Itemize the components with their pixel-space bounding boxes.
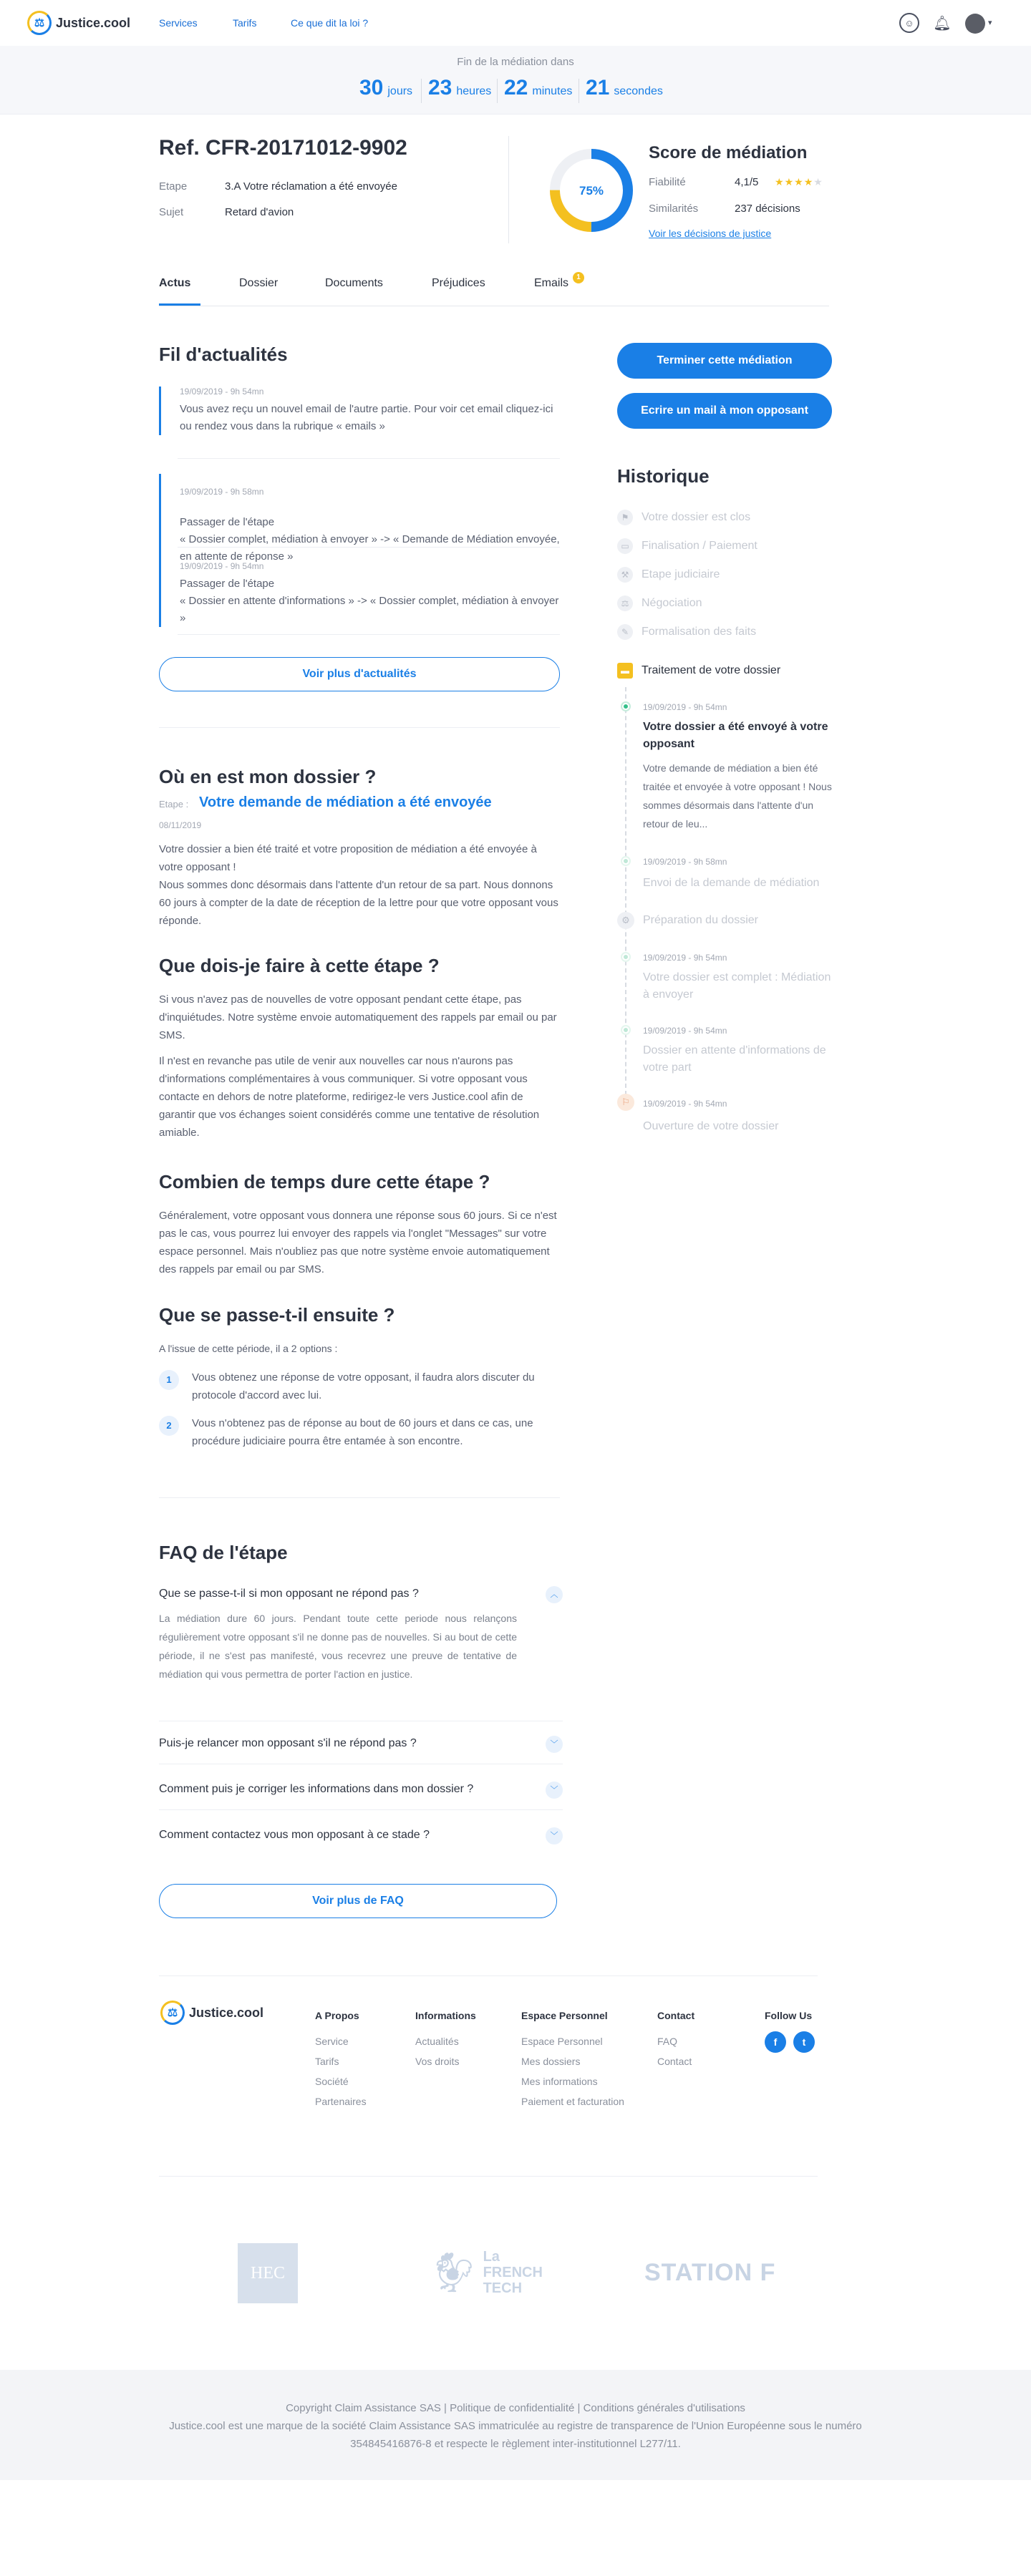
divider — [178, 547, 560, 548]
subject-value: Retard d'avion — [225, 206, 294, 218]
star-icon: ★ — [784, 176, 795, 188]
news-title: Fil d'actualités — [159, 344, 288, 365]
option-number: 1 — [159, 1370, 179, 1390]
timeline-dot — [622, 953, 629, 961]
timeline-title: Envoi de la demande de médiation — [643, 877, 820, 889]
court-decisions-link[interactable]: Voir les décisions de justice — [649, 228, 772, 239]
timeline-dot — [622, 1026, 629, 1034]
chevron-down-icon[interactable]: ﹀ — [546, 1736, 563, 1753]
active-tab-indicator — [159, 303, 200, 306]
divider — [159, 2176, 818, 2177]
duration-text: Généralement, votre opposant vous donnera une réponse sous 60 jours. Si ce n'est pas le cas, vous pourrez lui envoyer des rappels via l'onglet "Messages" sur votre espace personnel. Mais n'oubliez pas que notre système envoie automatiquement des rappels par email ou par SMS. — [159, 1210, 557, 1275]
news-date: 19/09/2019 - 9h 54mn — [180, 387, 264, 397]
option-text: Vous n'obtenez pas de réponse au bout de 60 jours et dans ce cas, une procédure judiciaire pourra être entamée à son encontre. — [192, 1417, 533, 1447]
facebook-icon[interactable]: f — [765, 2031, 786, 2053]
faq-title: FAQ de l'étape — [159, 1542, 288, 1563]
divider — [159, 727, 560, 728]
footer-link[interactable]: Service — [315, 2036, 349, 2047]
news-text: Passager de l'étape « Dossier complet, médiation à envoyer » -> « Demande de Médiation envoyée, en attente de réponse » — [180, 516, 560, 563]
write-opponent-button[interactable]: Ecrire un mail à mon opposant — [617, 393, 832, 429]
star-icon: ★ — [775, 176, 785, 188]
score-donut — [547, 146, 636, 235]
chevron-down-icon[interactable]: ﹀ — [546, 1827, 563, 1844]
rating-stars — [775, 176, 823, 188]
countdown-minutes: 22 minutes — [504, 76, 573, 99]
tab-dossier[interactable]: Dossier — [239, 277, 279, 289]
footer-col-title: Espace Personnel — [521, 2010, 608, 2021]
faq-question[interactable]: Que se passe-t-il si mon opposant ne répond pas ? — [159, 1588, 419, 1600]
timeline-line — [625, 687, 626, 1095]
news-text: Passager de l'étape « Dossier en attente d'informations » -> « Dossier complet, médiation à envoyer » — [180, 578, 559, 624]
footer-link[interactable]: Paiement et facturation — [521, 2096, 624, 2107]
nav-law[interactable]: Ce que dit la loi ? — [291, 17, 369, 29]
news-text[interactable]: Vous avez reçu un nouvel email de l'autre partie. Pour voir cet email cliquez-ici ou rendez vous dans la rubrique « emails » — [180, 403, 553, 432]
footer-logo-text: Justice.cool — [189, 2005, 264, 2020]
partner-hec-logo[interactable]: HEC — [238, 2243, 298, 2303]
footer-link[interactable]: Contact — [657, 2056, 692, 2067]
todo-paragraph-1: Si vous n'avez pas de nouvelles de votre opposant pendant cette étape, pas d'inquiétudes. Notre système envoie automatiquement des rappels par email ou par SMS. — [159, 993, 557, 1041]
duration-title: Combien de temps dure cette étape ? — [159, 1171, 490, 1192]
gear-icon: ⚙ — [617, 912, 634, 929]
case-reference: Ref. CFR-20171012-9902 — [159, 136, 407, 160]
timeline-dot — [622, 857, 629, 865]
dossier-title: Où en est mon dossier ? — [159, 766, 377, 787]
dossier-step-value: Votre demande de médiation a été envoyée — [199, 794, 492, 810]
faq-question[interactable]: Comment puis je corriger les informations dans mon dossier ? — [159, 1783, 474, 1795]
chevron-down-icon[interactable]: ﹀ — [546, 1782, 563, 1799]
legal-links[interactable]: Copyright Claim Assistance SAS | Politique de confidentialité | Conditions générales d'utilisations — [286, 2402, 745, 2414]
footer-link[interactable]: Mes dossiers — [521, 2056, 581, 2067]
timeline-title: Préparation du dossier — [643, 914, 758, 926]
footer-link[interactable]: Partenaires — [315, 2096, 367, 2107]
more-news-button[interactable]: Voir plus d'actualités — [159, 657, 560, 691]
gavel-icon: ⚒ — [617, 567, 633, 583]
faq-question[interactable]: Puis-je relancer mon opposant s'il ne répond pas ? — [159, 1737, 417, 1749]
top-navbar — [0, 0, 1031, 46]
next-title: Que se passe-t-il ensuite ? — [159, 1304, 395, 1326]
option-number: 2 — [159, 1416, 179, 1436]
countdown-hours: 23 heures — [428, 76, 492, 99]
faq-answer: La médiation dure 60 jours. Pendant toute cette periode nous relançons régulièrement votre opposant s'il ne donne pas de nouvelles. Si au bout de cette période, il ne s'est pas manifesté, vous recevrez une preuve de tentative de médiation qui vous permettra de porter l'action en justice. — [159, 1613, 517, 1680]
nav-services[interactable]: Services — [159, 17, 198, 29]
dossier-date: 08/11/2019 — [159, 820, 202, 830]
faq-question[interactable]: Comment contactez vous mon opposant à ce stade ? — [159, 1829, 430, 1841]
tab-emails[interactable]: Emails — [534, 277, 569, 289]
todo-paragraph-2: Il n'est en revanche pas utile de venir aux nouvelles car nous n'aurons pas d'informations complémentaires à vous communiquer. Si votre opposant vous contacte en dehors de notre plateforme, redirigez-le vers Justice.cool afin de garantir que vos échanges soient considérés comme une tentative de résolution amiable. — [159, 1055, 540, 1139]
divider — [159, 1809, 563, 1810]
flag-start-icon: ⚐ — [617, 1094, 634, 1111]
emails-badge: 1 — [573, 272, 584, 283]
nav-tarifs[interactable]: Tarifs — [233, 17, 257, 29]
legal-band — [0, 2370, 1031, 2480]
timeline-description: Votre demande de médiation a bien été traitée et envoyée à votre opposant ! Nous sommes désormais dans l'attente d'un retour de leu... — [643, 762, 832, 830]
end-mediation-button[interactable]: Terminer cette médiation — [617, 343, 832, 379]
divider — [497, 79, 498, 103]
news-item — [159, 387, 560, 435]
history-stage: ⚖ Négociation — [617, 596, 702, 611]
logo-text: Justice.cool — [56, 15, 131, 30]
tab-prejudices[interactable]: Préjudices — [432, 277, 485, 289]
timeline-title: Votre dossier est complet : Médiation à envoyer — [643, 971, 831, 1001]
divider — [178, 634, 560, 635]
score-title: Score de médiation — [649, 143, 808, 162]
support-icon[interactable]: ☺ — [899, 13, 919, 33]
countdown-seconds: 21 secondes — [586, 76, 663, 99]
footer-link[interactable]: Tarifs — [315, 2056, 339, 2067]
timeline-date: 19/09/2019 - 9h 54mn — [643, 953, 727, 963]
partner-station-f-logo[interactable]: STATION F — [644, 2259, 776, 2286]
rooster-icon: 🐓︎ — [430, 2250, 479, 2294]
divider — [508, 136, 509, 243]
footer-link[interactable]: Vos droits — [415, 2056, 460, 2067]
news-item — [159, 561, 560, 627]
star-icon: ★ — [803, 176, 814, 188]
similar-label: Similarités — [649, 203, 699, 215]
timeline-date: 19/09/2019 - 9h 54mn — [643, 1026, 727, 1036]
footer-link[interactable]: FAQ — [657, 2036, 678, 2047]
chevron-down-icon[interactable]: ▾ — [988, 19, 992, 27]
history-title: Historique — [617, 465, 710, 487]
footer-col-title: A Propos — [315, 2010, 359, 2021]
flag-icon: ⚑ — [617, 510, 633, 525]
score-percent: 75% — [579, 184, 604, 198]
footer-link[interactable]: Mes informations — [521, 2076, 598, 2087]
countdown-band — [0, 46, 1031, 115]
timeline-title: Dossier en attente d'informations de votre part — [643, 1044, 826, 1074]
logo[interactable] — [27, 11, 130, 35]
footer-link[interactable]: Société — [315, 2076, 349, 2087]
footer-col-title: Informations — [415, 2010, 476, 2021]
dossier-text: Votre dossier a bien été traité et votre proposition de médiation a été envoyée à votre opposant ! Nous sommes donc désormais dans l'attente d'un retour de sa part. Nous donnons 60 jours à compter de la date de réception de la lettre pour que votre opposant vous réponde. — [159, 843, 558, 927]
timeline-title: Ouverture de votre dossier — [643, 1120, 779, 1132]
timeline-date: 19/09/2019 - 9h 58mn — [643, 857, 727, 867]
history-stage: ⚒ Etape judiciaire — [617, 567, 720, 583]
scale-logo-icon: ⚖ — [27, 11, 52, 35]
follow-us-title: Follow Us — [765, 2010, 813, 2021]
more-faq-button[interactable]: Voir plus de FAQ — [159, 1884, 557, 1918]
footer-logo[interactable] — [160, 2001, 263, 2025]
footer-link[interactable]: Espace Personnel — [521, 2036, 603, 2047]
folder-icon: ▬ — [617, 663, 633, 679]
step-label: Etape — [159, 180, 188, 193]
divider — [421, 79, 422, 103]
divider — [159, 1975, 818, 1976]
history-stage-active: ▬ Traitement de votre dossier — [617, 663, 780, 679]
reliability-label: Fiabilité — [649, 176, 686, 188]
footer-col-title: Contact — [657, 2010, 695, 2021]
news-date: 19/09/2019 - 9h 58mn — [180, 487, 264, 497]
twitter-icon[interactable]: t — [793, 2031, 815, 2053]
timeline-date: 19/09/2019 - 9h 54mn — [643, 702, 727, 712]
countdown-title: Fin de la médiation dans — [457, 56, 574, 68]
option-text: Vous obtenez une réponse de votre opposant, il faudra alors discuter du protocole d'accord avec lui. — [192, 1371, 535, 1401]
legal-notice: Justice.cool est une marque de la société Claim Assistance SAS immatriculée au registre de transparence de l'Union Européenne sous le numéro 354845416876-8 et respecte le règlement inter-institutionnel L277/11. — [169, 2420, 862, 2450]
partner-french-tech-logo[interactable]: 🐓︎ La FRENCH TECH — [430, 2249, 543, 2296]
divider — [178, 458, 560, 459]
history-stage: ⚑ Votre dossier est clos — [617, 510, 750, 525]
notification-bell-icon[interactable]: 🔔︎ — [933, 15, 952, 31]
step-value: 3.A Votre réclamation a été envoyée — [225, 180, 397, 193]
next-intro: A l'issue de cette période, il a 2 options : — [159, 1343, 338, 1354]
star-icon: ★ — [813, 176, 823, 188]
star-icon: ★ — [794, 176, 804, 188]
history-stage: ✎ Formalisation des faits — [617, 624, 756, 640]
subject-label: Sujet — [159, 206, 184, 218]
chevron-up-icon[interactable]: ︿ — [546, 1586, 563, 1603]
dossier-step-label: Etape : — [159, 799, 189, 810]
tab-documents[interactable]: Documents — [325, 277, 383, 289]
countdown-days: 30 jours — [359, 76, 413, 99]
timeline-dot — [622, 703, 629, 710]
footer-link[interactable]: Actualités — [415, 2036, 459, 2047]
news-date: 19/09/2019 - 9h 54mn — [180, 561, 264, 571]
similar-value: 237 décisions — [735, 203, 800, 215]
document-icon: ✎ — [617, 624, 633, 640]
history-stage: ▭ Finalisation / Paiement — [617, 538, 757, 554]
card-icon: ▭ — [617, 538, 633, 554]
todo-title: Que dois-je faire à cette étape ? — [159, 955, 440, 976]
timeline-date: 19/09/2019 - 9h 54mn — [643, 1099, 727, 1109]
scale-logo-icon: ⚖ — [160, 2001, 185, 2025]
avatar[interactable] — [965, 14, 985, 34]
tab-actus[interactable]: Actus — [159, 277, 191, 289]
reliability-value: 4,1/5 — [735, 176, 759, 188]
divider — [159, 1497, 560, 1498]
timeline-title: Votre dossier a été envoyé à votre opposant — [643, 721, 828, 750]
scale-icon: ⚖ — [617, 596, 633, 611]
